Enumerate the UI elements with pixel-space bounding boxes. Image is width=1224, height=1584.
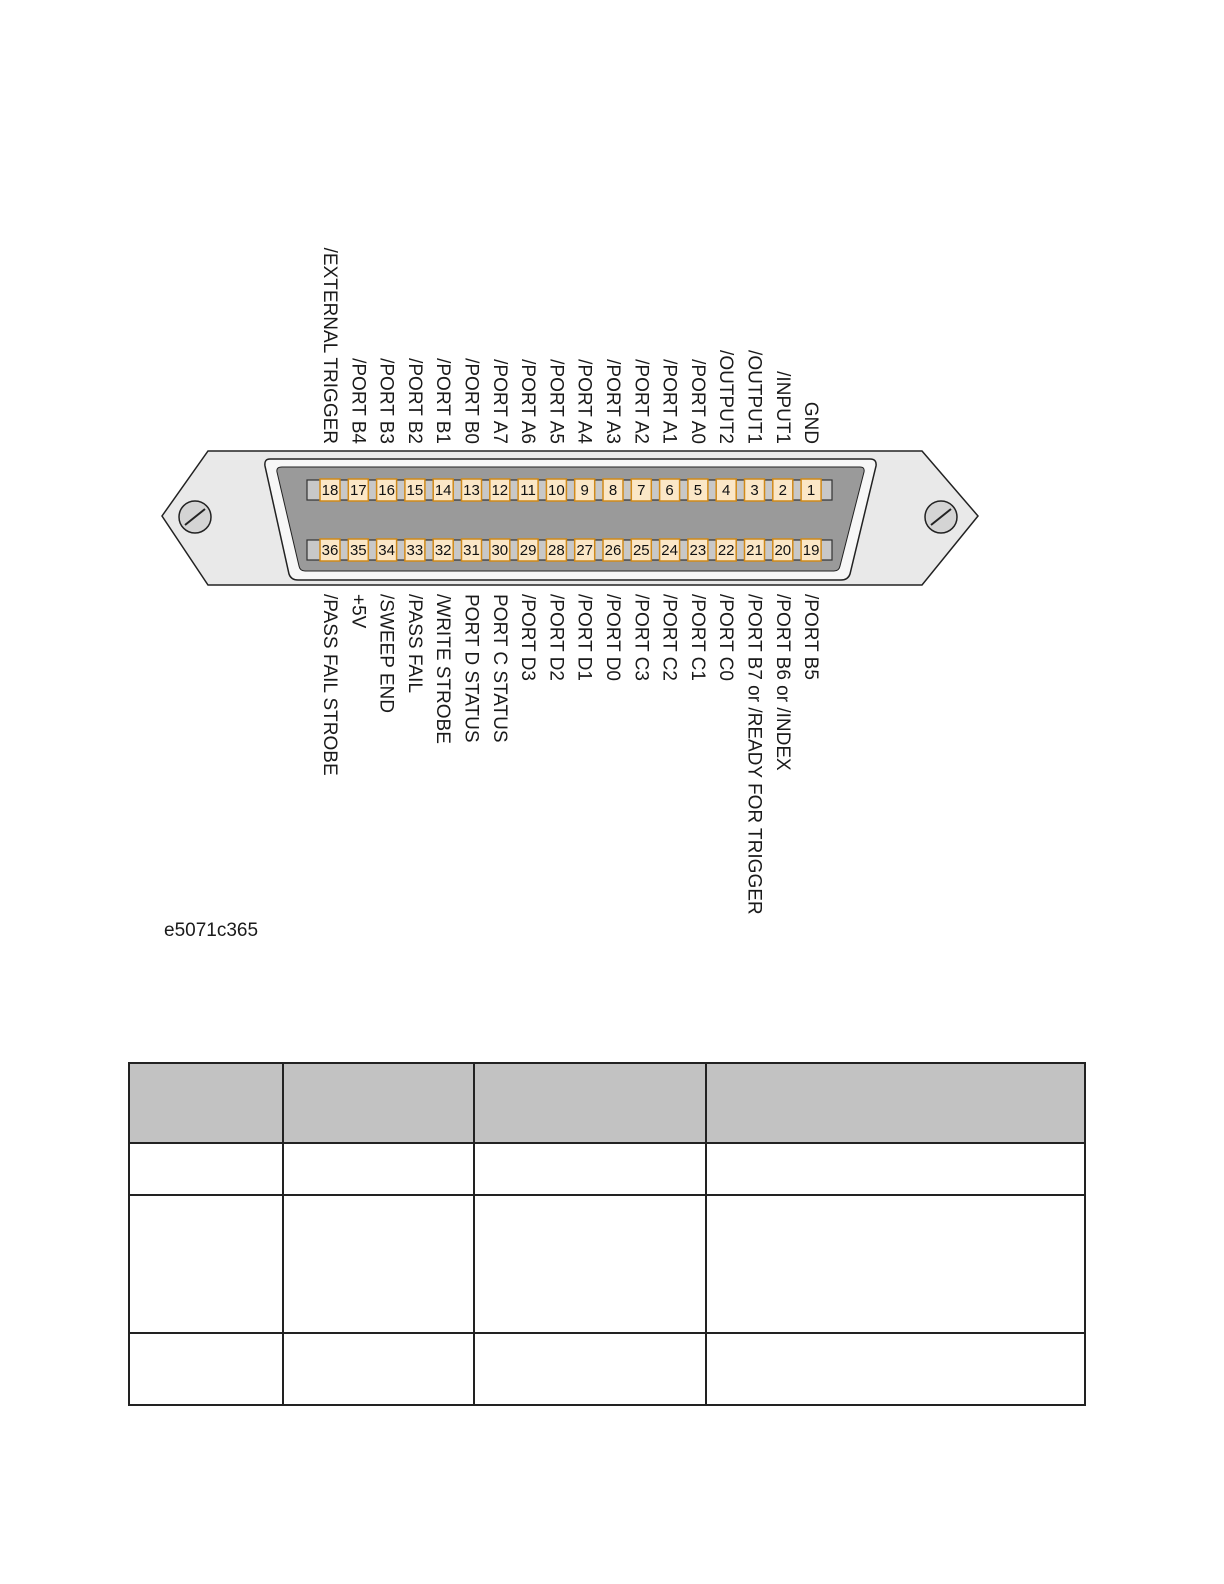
table-header-cell <box>706 1063 1085 1143</box>
pin-label: /PASS FAIL <box>403 594 425 693</box>
pin-number: 31 <box>463 542 480 559</box>
pin-label: /PORT C1 <box>686 594 708 681</box>
pin-number: 7 <box>637 482 646 499</box>
pin-label: /EXTERNAL TRIGGER <box>319 247 340 444</box>
pin-number: 22 <box>717 542 735 559</box>
pin-label: /PORT B0 <box>460 358 482 444</box>
pin-number: 8 <box>608 482 618 499</box>
table-cell <box>474 1333 706 1405</box>
table-header-cell <box>283 1063 474 1143</box>
pin-label: /PORT A0 <box>686 359 708 444</box>
pin-label: /OUTPUT2 <box>715 350 737 444</box>
pin-table <box>128 1062 1086 1406</box>
pin-label: /PORT B6 or /INDEX <box>771 594 793 771</box>
table-header-row <box>129 1063 1085 1143</box>
table-header-cell <box>129 1063 283 1143</box>
pin-label: PORT D STATUS <box>460 594 482 743</box>
table-cell <box>706 1195 1085 1333</box>
pin-number: 3 <box>750 482 759 499</box>
pin-number: 17 <box>349 482 367 499</box>
pin-number: 33 <box>406 542 424 559</box>
table-header-cell <box>474 1063 706 1143</box>
pin-number: 20 <box>774 542 792 559</box>
pin-number: 21 <box>746 542 763 559</box>
pin-number: 14 <box>434 482 452 499</box>
pin-number: 28 <box>548 542 565 559</box>
pin-number: 34 <box>378 542 395 559</box>
table-cell <box>283 1143 474 1195</box>
table-cell <box>706 1333 1085 1405</box>
table-row <box>129 1195 1085 1333</box>
table-cell <box>129 1333 283 1405</box>
pin-label: /PORT A2 <box>630 359 652 444</box>
pin-number: 23 <box>689 542 707 559</box>
table-row <box>129 1143 1085 1195</box>
pin-number: 1 <box>806 482 816 499</box>
pin-label: /PORT A3 <box>602 359 623 444</box>
pin-label: /PORT A6 <box>517 359 539 444</box>
table-cell <box>129 1195 283 1333</box>
pin-label: /WRITE STROBE <box>432 594 454 744</box>
pin-label: /PORT A5 <box>545 359 567 444</box>
pin-number: 24 <box>661 542 678 559</box>
pin-label: /PORT D0 <box>602 594 623 681</box>
pin-label: /PORT C3 <box>630 594 652 681</box>
pin-number: 36 <box>321 542 339 559</box>
pin-label: PORT C STATUS <box>488 594 510 743</box>
pin-label: /PORT A7 <box>488 359 510 444</box>
pin-label: /PORT B4 <box>347 358 369 444</box>
table-cell <box>474 1195 706 1333</box>
pin-number: 26 <box>604 542 622 559</box>
pin-number: 5 <box>693 482 703 499</box>
pin-label: /INPUT1 <box>771 371 793 444</box>
pin-number: 30 <box>491 542 509 559</box>
pin-label: /PORT B2 <box>403 358 425 444</box>
pin-number: 29 <box>519 542 537 559</box>
pin-number: 4 <box>722 482 731 499</box>
pin-number: 13 <box>463 482 480 499</box>
pin-label: /PORT D1 <box>573 594 595 681</box>
figure-id: e5071c365 <box>164 920 259 941</box>
pin-label: /SWEEP END <box>375 594 397 713</box>
pin-label: /PORT C0 <box>715 594 737 681</box>
pin-number: 9 <box>580 482 589 499</box>
pin-number: 35 <box>349 542 367 559</box>
pin-number: 15 <box>406 482 424 499</box>
pin-label: /PORT D2 <box>545 594 567 681</box>
table-cell <box>706 1143 1085 1195</box>
pin-number: 2 <box>778 482 787 499</box>
pin-label: /PORT B3 <box>375 358 397 444</box>
pin-label: /PORT C2 <box>658 594 680 681</box>
table-cell <box>129 1143 283 1195</box>
pin-number: 6 <box>665 482 674 499</box>
pin-label: /PORT B1 <box>432 358 454 444</box>
pin-number: 16 <box>378 482 395 499</box>
pin-number: 10 <box>548 482 565 499</box>
pin-number: 18 <box>321 482 339 499</box>
pin-number: 25 <box>632 542 650 559</box>
pin-number: 32 <box>434 542 452 559</box>
pin-label: /PORT D3 <box>517 594 539 681</box>
pin-number: 27 <box>576 542 594 559</box>
pin-label: /PORT B5 <box>800 594 822 680</box>
pin-label: +5V <box>347 594 369 629</box>
pin-number: 12 <box>491 482 509 499</box>
pin-label: /OUTPUT1 <box>743 350 765 444</box>
table-cell <box>474 1143 706 1195</box>
pin-label: /PORT B7 or /READY FOR TRIGGER <box>743 594 765 915</box>
table-cell <box>283 1333 474 1405</box>
pin-label: /PORT A1 <box>658 359 680 444</box>
pin-number: 19 <box>802 542 820 559</box>
table-cell <box>283 1195 474 1333</box>
pin-label: GND <box>800 401 822 444</box>
pin-number: 11 <box>520 482 536 499</box>
table-row <box>129 1333 1085 1405</box>
pin-label: /PORT A4 <box>573 359 595 444</box>
pin-label: /PASS FAIL STROBE <box>319 594 340 776</box>
